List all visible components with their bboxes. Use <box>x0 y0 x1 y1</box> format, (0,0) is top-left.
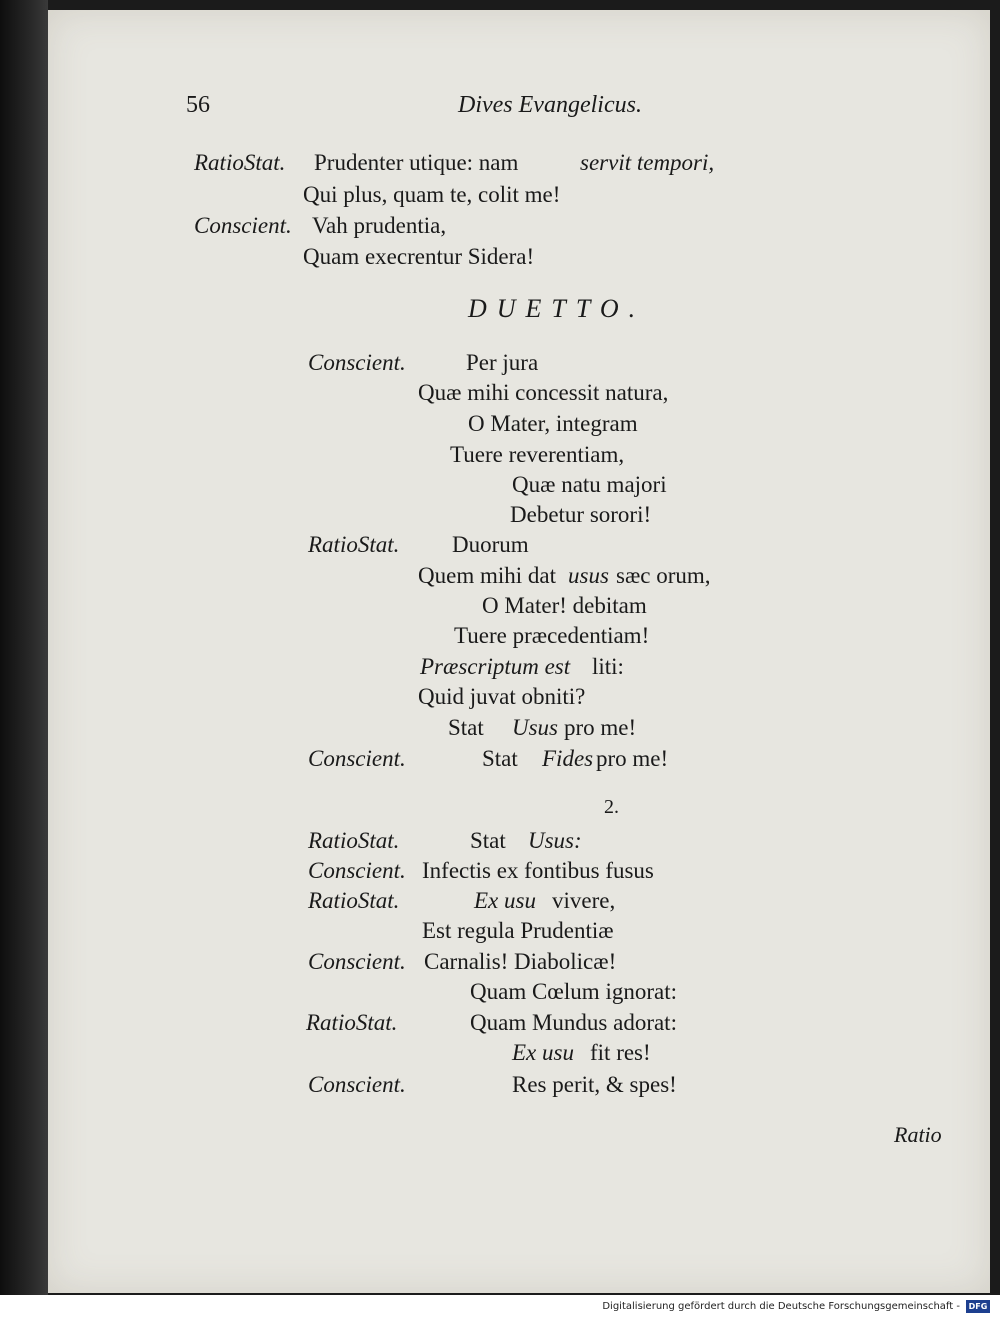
verse-line: Debetur sorori! <box>510 502 652 527</box>
verse-italic: Fides <box>542 746 594 771</box>
verse-line: Qui plus, quam te, colit me! <box>303 182 561 207</box>
verse-italic: servit tempori, <box>580 150 715 175</box>
verse-text: Carnalis! Diabolicæ! <box>424 949 617 974</box>
verse-line: O Mater! debitam <box>482 593 647 618</box>
verse-italic: Præscriptum est <box>420 654 571 679</box>
verse-italic: Usus <box>512 715 559 740</box>
speaker-name: Conscient. <box>308 746 406 771</box>
verse-text: Quem mihi dat <box>418 563 556 588</box>
verse-text: sæc orum, <box>616 563 711 588</box>
scan-left-edge <box>0 0 48 1300</box>
verse-line: Tuere præcedentiam! <box>454 623 650 648</box>
verse-text: Stat <box>482 746 518 771</box>
verse-line: Quam Cœlum ignorat: <box>470 979 677 1004</box>
verse-text: Vah prudentia, <box>312 213 447 238</box>
catchword: Ratio <box>894 1122 942 1147</box>
speaker-name: RatioStat. <box>308 828 400 853</box>
speaker-name: Conscient. <box>308 1072 406 1097</box>
verse-line: O Mater, integram <box>468 411 638 436</box>
verse-text: Prudenter utique: nam <box>314 150 519 175</box>
speaker-name: Conscient. <box>308 350 406 375</box>
verse-line: Per jura <box>466 350 539 375</box>
verse-line: Duorum <box>452 532 529 557</box>
book-page <box>48 10 990 1293</box>
verse-text: pro me! <box>564 715 637 740</box>
dfg-logo: DFG <box>966 1300 990 1313</box>
speaker-name: Conscient. <box>308 949 406 974</box>
verse-line: Est regula Prudentiæ <box>422 918 614 943</box>
verse-text: Res perit, & spes! <box>512 1072 677 1097</box>
speaker-name: RatioStat. <box>308 888 400 913</box>
page-number: 56 <box>186 92 210 118</box>
duetto-heading: DUETTO. <box>468 294 646 323</box>
speaker-name: RatioStat. <box>194 150 286 175</box>
verse-text: pro me! <box>596 746 669 771</box>
verse-text: liti: <box>592 654 624 679</box>
verse-text: Infectis ex fontibus fusus <box>422 858 654 883</box>
speaker-name: RatioStat. <box>306 1010 398 1035</box>
speaker-name: Conscient. <box>308 858 406 883</box>
verse-text: fit res! <box>590 1040 651 1065</box>
speaker-name: RatioStat. <box>308 532 400 557</box>
digitization-footer <box>0 1295 1000 1319</box>
verse-text: Quam Mundus adorat: <box>470 1010 677 1035</box>
verse-italic: Ex usu <box>474 888 536 913</box>
verse-line: Quæ mihi concessit natura, <box>418 380 669 405</box>
verse-line: Quæ natu majori <box>512 472 667 497</box>
verse-line: Quam execrentur Sidera! <box>303 244 535 269</box>
section-number: 2. <box>604 796 619 818</box>
verse-line: Tuere reverentiam, <box>450 442 625 467</box>
verse-italic: Ex usu <box>512 1040 574 1065</box>
verse-line: Quid juvat obniti? <box>418 684 586 709</box>
verse-text: Stat <box>470 828 506 853</box>
speaker-name: Conscient. <box>194 213 292 238</box>
footer-credit: Digitalisierung gefördert durch die Deutsche Forschungsgemeinschaft - <box>602 1301 960 1312</box>
verse-italic: Usus: <box>528 828 582 853</box>
verse-text: Stat <box>448 715 484 740</box>
running-title: Dives Evangelicus. <box>458 92 642 118</box>
verse-italic: usus <box>568 563 609 588</box>
verse-text: vivere, <box>552 888 616 913</box>
